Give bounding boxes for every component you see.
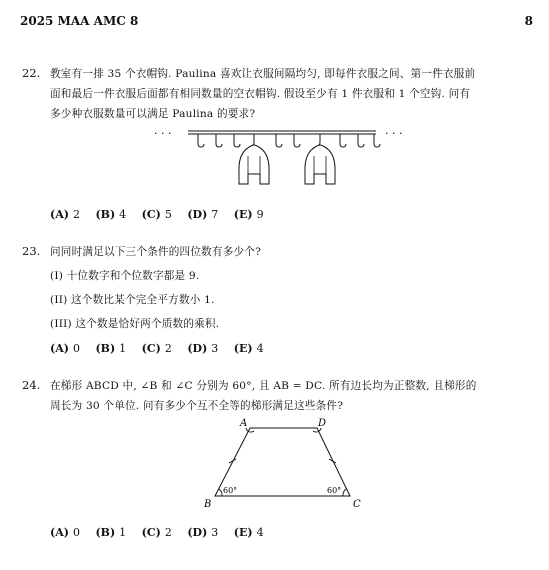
question-23-number: 23. [22, 244, 41, 258]
empty-hook-7 [358, 134, 364, 147]
q23-choice-e-label[interactable]: (E) [233, 342, 253, 355]
question-23-condition-2: (II) 这个数比某个完全平方数小 1. [50, 294, 215, 306]
empty-hook-6 [340, 134, 346, 147]
q22-choice-e-label[interactable]: (E) [233, 208, 253, 221]
q22-choice-c-label[interactable]: (C) [141, 208, 161, 221]
q24-choice-e-value[interactable]: 4 [256, 526, 264, 539]
q24-choice-b-value[interactable]: 1 [119, 526, 127, 539]
q22-choice-e-value[interactable]: 9 [256, 208, 264, 221]
q23-choice-e-value[interactable]: 4 [256, 342, 264, 355]
question-24-choices [50, 526, 276, 539]
ellipsis-left: · · · [154, 127, 172, 140]
q24-choice-a-value[interactable]: 0 [72, 526, 80, 539]
vertex-d-label: D [318, 418, 327, 429]
question-22-choices [50, 208, 276, 221]
question-23-condition-1: (I) 十位数字和个位数字都是 9. [50, 270, 200, 282]
q22-choice-d-value[interactable]: 7 [211, 208, 219, 221]
question-24-number: 24. [22, 378, 41, 392]
q23-choice-d-label[interactable]: (D) [187, 342, 208, 355]
q22-choice-a-value[interactable]: 2 [72, 208, 80, 221]
question-22-text-line-2: 面和最后一件衣服后面都有相同数量的空衣帽钩. 假设至少有 1 件衣服和 1 个空钩. 问有 [50, 88, 471, 100]
empty-hook-3 [234, 134, 240, 147]
q23-choice-b-value[interactable]: 1 [119, 342, 127, 355]
question-22-text-line-3: 多少种衣服数量可以满足 Paulina 的要求? [50, 108, 256, 120]
vertex-a-label: A [240, 418, 248, 429]
coat-2 [305, 134, 335, 184]
q23-choice-d-value[interactable]: 3 [211, 342, 219, 355]
question-24-text-line-2: 周长为 30 个单位. 问有多少个互不全等的梯形满足这些条件? [50, 400, 344, 412]
q23-choice-a-value[interactable]: 0 [72, 342, 80, 355]
vertex-b-label: B [204, 499, 212, 510]
q22-choice-b-value[interactable]: 4 [119, 208, 127, 221]
angle-c-label: 60° [327, 486, 342, 495]
q24-choice-e-label[interactable]: (E) [233, 526, 253, 539]
empty-hook-4 [276, 134, 282, 147]
ellipsis-right: · · · [385, 127, 403, 140]
empty-hook-1 [198, 134, 204, 147]
question-24-text-line-1: 在梯形 ABCD 中, ∠B 和 ∠C 分别为 60°, 且 AB = DC. 所有边长均为正整数, 且梯形的 [50, 380, 477, 392]
page-number: 8 [524, 14, 533, 28]
hooks-row [198, 134, 380, 147]
q24-choice-d-label[interactable]: (D) [187, 526, 208, 539]
q24-choice-c-label[interactable]: (C) [141, 526, 161, 539]
q24-choice-b-label[interactable]: (B) [95, 526, 116, 539]
q22-choice-b-label[interactable]: (B) [95, 208, 116, 221]
question-22-number: 22. [22, 66, 41, 80]
q22-choice-c-value[interactable]: 5 [164, 208, 172, 221]
empty-hook-2 [216, 134, 222, 147]
q24-choice-a-label[interactable]: (A) [50, 526, 69, 539]
q22-choice-a-label[interactable]: (A) [50, 208, 69, 221]
coat-1 [239, 134, 269, 184]
empty-hook-8 [374, 134, 380, 147]
q24-choice-c-value[interactable]: 2 [164, 526, 172, 539]
trapezoid-figure [195, 414, 370, 512]
question-23-choices [50, 342, 276, 355]
question-23-condition-3: (III) 这个数是恰好两个质数的乘积. [50, 318, 220, 330]
angle-arc-c [343, 489, 346, 496]
angle-arc-b [219, 489, 222, 496]
q23-choice-c-label[interactable]: (C) [141, 342, 161, 355]
coat-hook-figure [140, 122, 420, 194]
q23-choice-c-value[interactable]: 2 [164, 342, 172, 355]
question-23-text-line-1: 问同时满足以下三个条件的四位数有多少个? [50, 246, 261, 258]
angle-b-label: 60° [223, 486, 238, 495]
vertex-c-label: C [353, 499, 361, 510]
q23-choice-a-label[interactable]: (A) [50, 342, 69, 355]
q24-choice-d-value[interactable]: 3 [211, 526, 219, 539]
page-header-title: 2025 MAA AMC 8 [20, 14, 139, 28]
question-22-text-line-1: 教室有一排 35 个衣帽钩. Paulina 喜欢让衣服间隔均匀, 即每件衣服之间、第一件衣服前 [50, 68, 476, 80]
q22-choice-d-label[interactable]: (D) [187, 208, 208, 221]
empty-hook-5 [294, 134, 300, 147]
q23-choice-b-label[interactable]: (B) [95, 342, 116, 355]
